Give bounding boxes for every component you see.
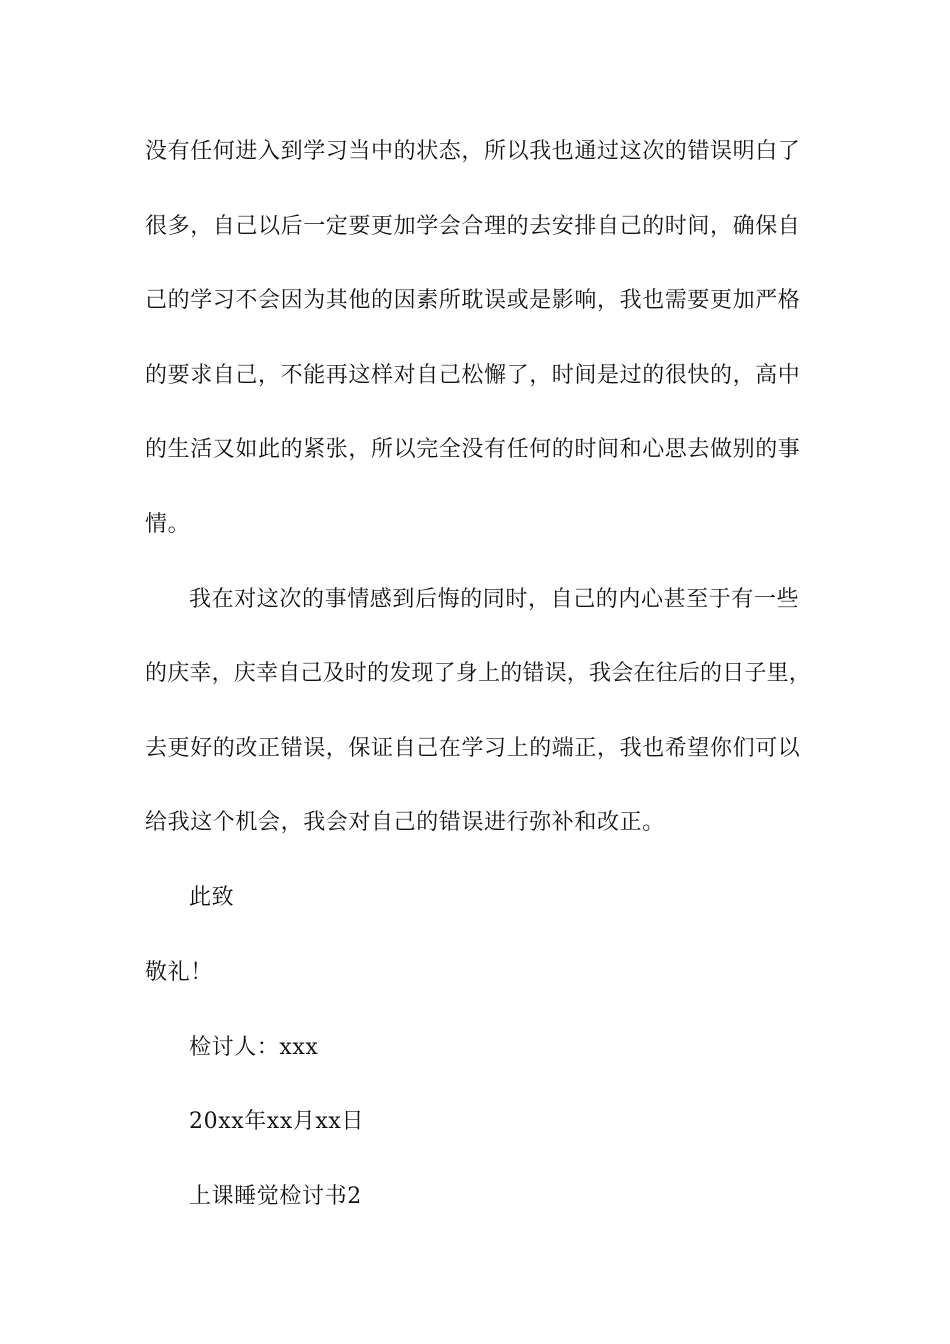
paragraph-1-line-6: 情。 — [145, 512, 191, 537]
next-section-title: 上课睡觉检讨书2 — [189, 1184, 362, 1209]
paragraph-1-line-3: 己的学习不会因为其他的因素所耽误或是影响，我也需要更加严格 — [145, 288, 801, 313]
paragraph-2-line-3: 去更好的改正错误，保证自己在学习上的端正，我也希望你们可以 — [145, 736, 801, 761]
paragraph-1-line-4: 的要求自己，不能再这样对自己松懈了，时间是过的很快的，高中 — [145, 363, 801, 388]
signature-line: 检讨人：xxx — [189, 1035, 319, 1060]
paragraph-1-line-5: 的生活又如此的紧张，所以完全没有任何的时间和心思去做别的事 — [145, 437, 801, 462]
salute-text: 敬礼！ — [145, 960, 213, 985]
closing-text: 此致 — [189, 885, 235, 910]
paragraph-2-line-2: 的庆幸，庆幸自己及时的发现了身上的错误，我会在往后的日子里， — [145, 661, 812, 686]
paragraph-1-line-1: 没有任何进入到学习当中的状态，所以我也通过这次的错误明白了 — [145, 139, 801, 164]
paragraph-1-line-2: 很多，自己以后一定要更加学会合理的去安排自己的时间，确保自 — [145, 214, 801, 239]
paragraph-2-line-4: 给我这个机会，我会对自己的错误进行弥补和改正。 — [145, 810, 665, 835]
paragraph-2-line-1: 我在对这次的事情感到后悔的同时，自己的内心甚至于有一些 — [189, 587, 800, 612]
date-line: 20xx年xx月xx日 — [189, 1109, 365, 1134]
